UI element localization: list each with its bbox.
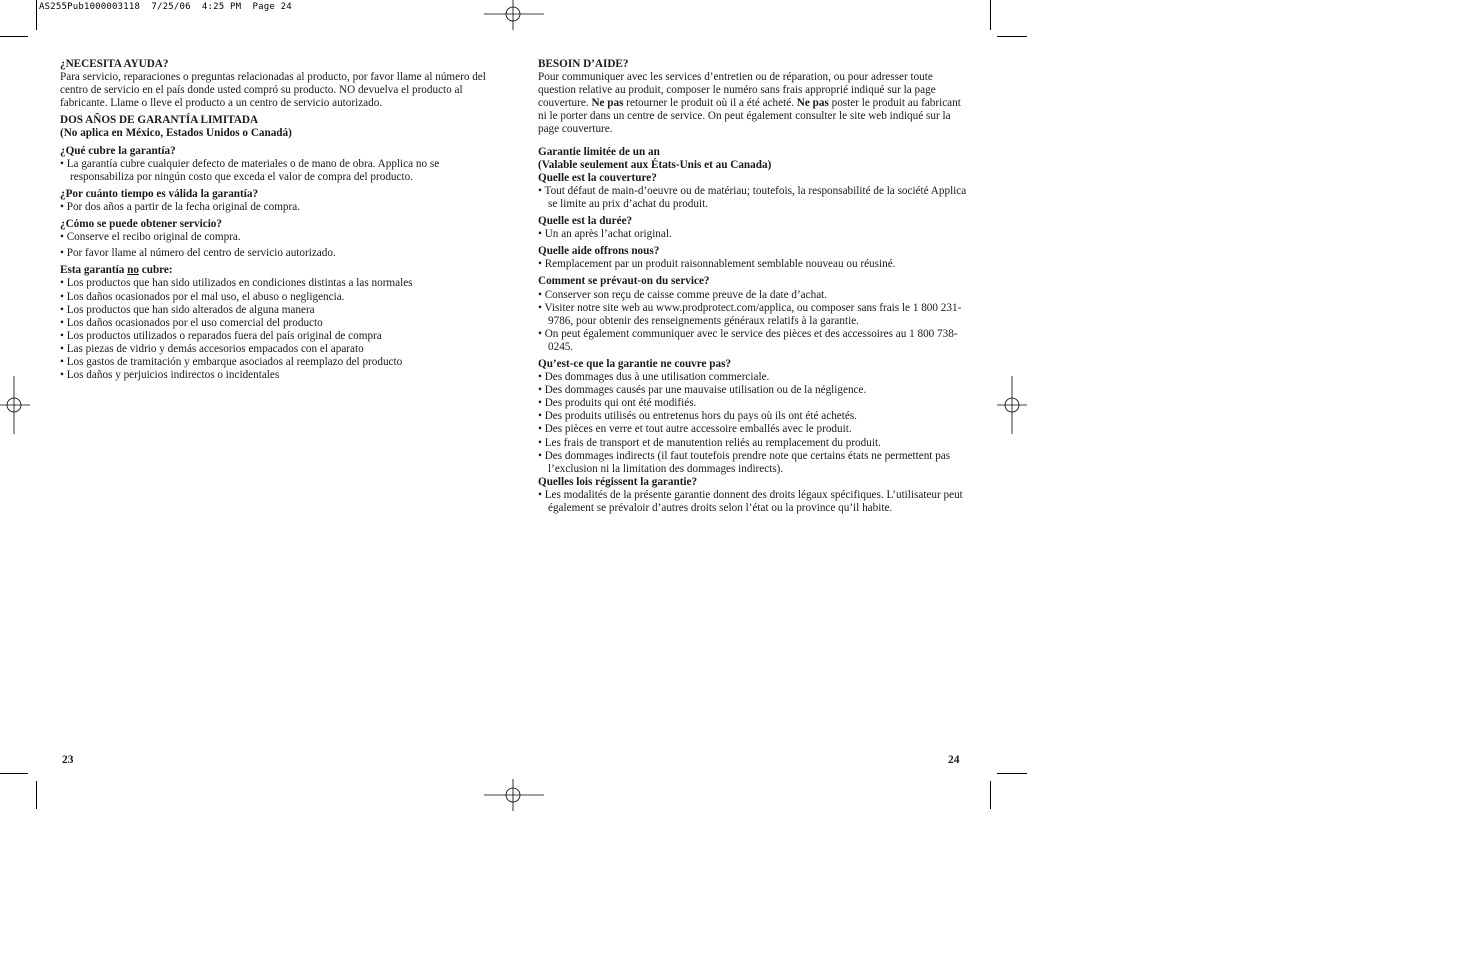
faq-block: [538, 275, 970, 354]
crop-mark: [997, 36, 1027, 37]
registration-mark: [484, 779, 544, 811]
question: ¿Por cuánto tiempo es válida la garantía?: [60, 187, 259, 200]
list-item: • Por favor llame al número del centro de servicio autorizado.: [60, 247, 492, 260]
list-item: • Los productos utilizados o reparados fuera del país original de compra: [60, 330, 492, 343]
question: Quelles lois régissent la garantie?: [538, 475, 698, 488]
question: Comment se prévaut-on du service?: [538, 275, 710, 288]
faq-block: [538, 172, 970, 211]
crop-mark: [0, 773, 28, 774]
warranty-heading-block: [60, 114, 492, 140]
registration-mark: [484, 0, 544, 32]
question: [60, 264, 492, 277]
list-item: • Des produits qui ont été modifiés.: [538, 397, 970, 410]
faq-block: [538, 358, 970, 476]
registration-mark: [0, 376, 30, 434]
list-item: • Las piezas de vidrio y demás accesorios empacados con el aparato: [60, 343, 492, 356]
page-number-right: 24: [948, 754, 960, 766]
faq-block: [60, 188, 492, 214]
underlined-word: no: [127, 264, 139, 277]
crop-mark: [997, 773, 1027, 774]
list-item: • Visiter notre site web au www.prodprotect.com/applica, ou composer sans frais le 1 800 231-9786, pour obtenir des renseignements généraux relatifs à la garantie.: [538, 302, 970, 328]
question-text: cubre:: [138, 264, 173, 277]
list-item: • Des dommages dus à une utilisation commerciale.: [538, 371, 970, 384]
crop-mark: [36, 0, 37, 30]
registration-mark: [997, 376, 1027, 434]
list-item: • Los daños ocasionados por el mal uso, el abuso o negligencia.: [60, 291, 492, 304]
paragraph-text: poster le produit au fabricant ni le porter dans un centre de service. On peut également consulter le site web indiqué sur la page couverture.: [538, 97, 961, 136]
faq-block: [538, 215, 970, 241]
need-help-section: [60, 58, 492, 110]
crop-mark: [36, 781, 37, 809]
section-heading: DOS AÑOS DE GARANTÍA LIMITADA: [60, 114, 259, 127]
list-item: • Los daños y perjuicios indirectos o incidentales: [60, 369, 492, 382]
bold-text: Ne pas: [796, 97, 829, 110]
list-item: • Remplacement par un produit raisonnablement semblable nouveau ou réusiné.: [538, 258, 970, 271]
question: ¿Cómo se puede obtener servicio?: [60, 218, 222, 231]
faq-block: [538, 245, 970, 271]
list-item: • Por dos años a partir de la fecha original de compra.: [60, 201, 492, 214]
crop-mark: [990, 0, 991, 30]
paragraph: [538, 71, 970, 136]
section-heading: BESOIN D’AIDE?: [538, 58, 629, 70]
list-item: • Los daños ocasionados por el uso comercial del producto: [60, 317, 492, 330]
crop-mark: [0, 36, 28, 37]
question: Quelle est la couverture?: [538, 171, 657, 184]
list-item: • Los productos que han sido alterados de alguna manera: [60, 304, 492, 317]
need-help-section: [538, 58, 970, 137]
list-item: • Des produits utilisés ou entretenus hors du pays où ils ont été achetés.: [538, 410, 970, 423]
faq-block: [538, 476, 970, 515]
page-number-left: 23: [62, 754, 74, 766]
question: Qu’est-ce que la garantie ne couvre pas?: [538, 357, 732, 370]
section-subheading: (Valable seulement aux États-Unis et au Canada): [538, 158, 772, 171]
question-text: Esta garantía: [60, 264, 128, 277]
section-heading: Garantie limitée de un an: [538, 145, 660, 158]
bold-text: Ne pas: [591, 97, 624, 110]
list-item: • Conserve el recibo original de compra.: [60, 231, 492, 244]
paragraph-text: retourner le produit où il a été acheté.: [623, 97, 797, 110]
faq-block: [60, 218, 492, 260]
list-item: • La garantía cubre cualquier defecto de materiales o de mano de obra. Applica no se responsabiliza por ningún costo que exceda el valor de compra del producto.: [60, 158, 492, 184]
section-heading: ¿NECESITA AYUDA?: [60, 58, 169, 70]
section-subheading: (No aplica en México, Estados Unidos o Canadá): [60, 127, 292, 140]
list-item: • Des pièces en verre et tout autre accessoire emballés avec le produit.: [538, 423, 970, 436]
list-item: • Les frais de transport et de manutention reliés au remplacement du produit.: [538, 437, 970, 450]
right-page-column: [538, 58, 970, 515]
left-page-column: [60, 58, 492, 386]
list-item: • On peut également communiquer avec le service des pièces et des accessoires au 1 800 738-0245.: [538, 328, 970, 354]
faq-block: [60, 264, 492, 382]
list-item: • Tout défaut de main-d’oeuvre ou de matériau; toutefois, la responsabilité de la société Applica se limite au prix d’achat du produit.: [538, 185, 970, 211]
list-item: • Un an après l’achat original.: [538, 228, 970, 241]
print-slug-line: AS255Pub1000003118 7/25/06 4:25 PM Page 24: [39, 2, 292, 12]
warranty-heading-block: [538, 146, 970, 172]
list-item: • Los productos que han sido utilizados en condiciones distintas a las normales: [60, 277, 492, 290]
list-item: • Conserver son reçu de caisse comme preuve de la date d’achat.: [538, 289, 970, 302]
question: Quelle est la durée?: [538, 215, 633, 228]
question: ¿Qué cubre la garantía?: [60, 144, 176, 157]
question: Quelle aide offrons nous?: [538, 245, 660, 258]
faq-block: [60, 145, 492, 184]
list-item: • Des dommages indirects (il faut toutefois prendre note que certains états ne permettent pas l’exclusion ni la limitation des dommages indirects).: [538, 450, 970, 476]
crop-mark: [990, 781, 991, 809]
paragraph: Para servicio, reparaciones o preguntas relacionadas al producto, por favor llame al número del centro de servicio en el país donde usted compró su producto. NO devuelva el producto al fabricante. Llame o lleve el producto a un centro de servicio autorizado.: [60, 71, 486, 110]
paragraph-text: Pour communiquer avec les services d’entretien ou de réparation, ou pour adresser toute question relative au produit, composer le numéro sans frais approprié indiqué sur la page couverture.: [538, 71, 936, 110]
list-item: • Des dommages causés par une mauvaise utilisation ou de la négligence.: [538, 384, 970, 397]
list-item: • Los gastos de tramitación y embarque asociados al reemplazo del producto: [60, 356, 492, 369]
list-item: • Les modalités de la présente garantie donnent des droits légaux spécifiques. L’utilisateur peut également se prévaloir d’autres droits selon l’état ou la province qu’il habite.: [538, 489, 970, 515]
